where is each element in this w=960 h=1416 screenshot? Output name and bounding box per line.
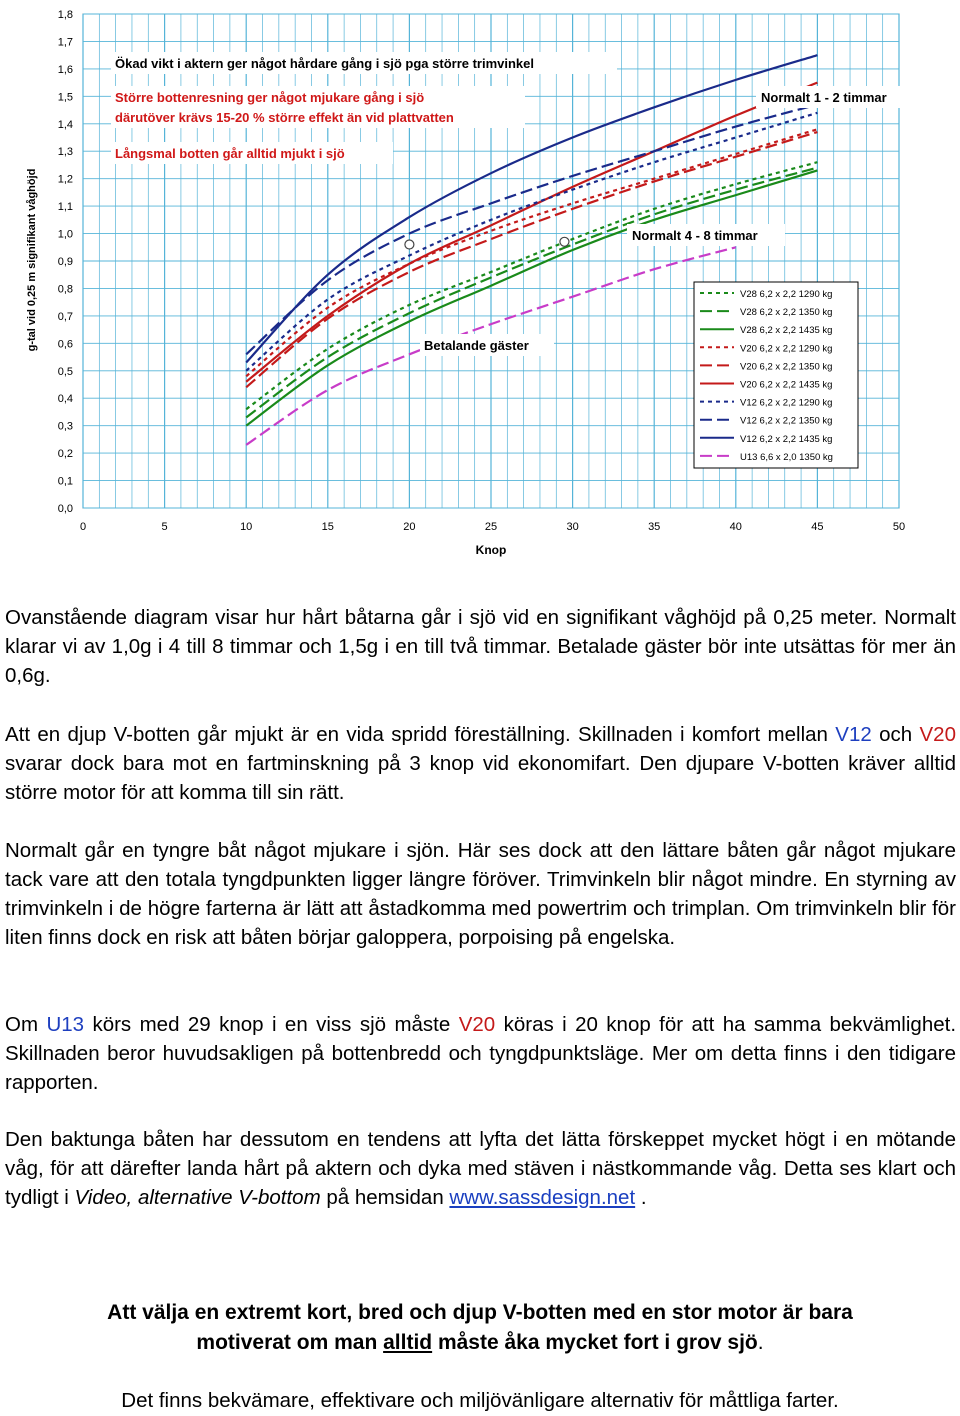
paragraph-2-part-a: Att en djup V-botten går mjukt är en vida spridd föreställning. Skillnaden i komfort mellan bbox=[5, 723, 836, 746]
x-tick-label: 40 bbox=[729, 521, 742, 533]
y-tick-label: 1,5 bbox=[57, 91, 73, 104]
paragraph-4 bbox=[5, 1010, 956, 1097]
y-tick-label: 1,7 bbox=[57, 36, 73, 49]
x-tick-label: 10 bbox=[240, 521, 253, 533]
x-tick-label: 15 bbox=[321, 521, 334, 533]
x-tick-label: 5 bbox=[161, 521, 168, 533]
y-tick-label: 1,0 bbox=[57, 228, 73, 241]
website-link[interactable]: www.sassdesign.net bbox=[449, 1186, 636, 1209]
legend-label: V28 6,2 x 2,2 1350 kg bbox=[740, 307, 833, 319]
paragraph-4-part-b: körs med 29 knop i en viss sjö måste bbox=[84, 1013, 459, 1036]
legend-label: V28 6,2 x 2,2 1290 kg bbox=[740, 289, 833, 300]
paragraph-1: Ovanstående diagram visar hur hårt båtarna går i sjö vid en signifikant våghöjd på 0,25 meter. Normalt klarar vi av 1,0g i 4 till 8 timmar och 1,5g i en till två timmar. Betalade gäster bör inte utsättas för mer än 0,6g. bbox=[5, 606, 956, 687]
legend-label: V20 6,2 x 2,2 1350 kg bbox=[740, 361, 833, 373]
y-tick-label: 0,2 bbox=[57, 448, 73, 461]
y-tick-label: 1,3 bbox=[57, 146, 73, 159]
y-tick-label: 1,2 bbox=[57, 173, 73, 186]
conclusion-emphasis: alltid bbox=[383, 1331, 433, 1354]
v20-label: V20 bbox=[919, 723, 956, 746]
y-tick-label: 0,5 bbox=[57, 365, 73, 378]
y-tick-label: 0,8 bbox=[57, 283, 73, 296]
paragraph-2-part-c: svarar dock bara mot en fartminskning på 3 knop vid ekonomifart. Den djupare V-botten kräver alltid större motor för att komma till sin rätt. bbox=[5, 752, 956, 804]
y-tick-label: 1,8 bbox=[57, 9, 73, 21]
annotation-normal-1-2: Normalt 1 - 2 timmar bbox=[761, 90, 887, 105]
x-tick-label: 0 bbox=[79, 521, 87, 533]
y-tick-label: 1,4 bbox=[57, 118, 73, 131]
y-tick-label: 1,6 bbox=[57, 63, 73, 76]
annotation-deadrise-1: Större bottenresning ger något mjukare gång i sjö bbox=[115, 90, 425, 105]
x-axis-label: Knop bbox=[475, 543, 507, 557]
y-tick-label: 0,7 bbox=[57, 310, 73, 323]
reference-marker bbox=[405, 240, 414, 249]
conclusion-part-c: . bbox=[757, 1331, 764, 1354]
y-axis-label: g-tal vid 0,25 m signifikant våghöjd bbox=[26, 168, 38, 352]
paragraph-3: Normalt går en tyngre båt något mjukare i sjön. Här ses dock att den lättare båten går något mjukare tack vare att den totala tyngdpunkten ligger längre föröver. Trimvinkeln blir något mindre. En styrning av trimvinkeln i de högre farterna är lätt att åstadkomma med powertrim och trimplan. Om trimvinkeln blir för liten finns dock en risk att båten börjar galoppera, porpoising på engelska. bbox=[5, 839, 956, 949]
paragraph-5 bbox=[5, 1125, 956, 1212]
legend-label: V20 6,2 x 2,2 1435 kg bbox=[740, 379, 833, 391]
x-tick-label: 30 bbox=[566, 521, 579, 533]
paragraph-4-part-c: köras i 20 knop för att ha samma bekvämlighet. Skillnaden beror huvudsakligen på bottenbredd och tyngdpunktsläge. Mer om detta finns i den tidigare rapporten. bbox=[5, 1013, 957, 1094]
y-tick-label: 0,1 bbox=[57, 475, 73, 488]
video-title: Video, alternative V-bottom bbox=[74, 1186, 321, 1209]
v20-label-2: V20 bbox=[458, 1013, 496, 1036]
y-tick-label: 0,6 bbox=[57, 338, 73, 351]
conclusion-part-b: måste åka mycket fort i grov sjö bbox=[432, 1331, 758, 1354]
conclusion-line-1: Att välja en extremt kort, bred och djup V-botten med en stor motor är bara bbox=[107, 1301, 853, 1324]
y-tick-labels bbox=[58, 9, 73, 515]
paragraph-2-part-b: och bbox=[871, 723, 920, 746]
paragraph-2 bbox=[5, 720, 956, 807]
final-statement: Det finns bekvämare, effektivare och miljövänligare alternativ för måttliga farter. bbox=[121, 1389, 839, 1412]
annotation-paying-guests: Betalande gäster bbox=[424, 338, 529, 353]
y-tick-label: 0,0 bbox=[57, 503, 73, 515]
x-tick-label: 45 bbox=[811, 521, 824, 533]
hull-comfort-chart bbox=[0, 0, 960, 570]
x-tick-label: 20 bbox=[403, 521, 416, 533]
y-tick-label: 0,3 bbox=[57, 420, 73, 433]
annotation-deadrise-2: därutöver krävs 15-20 % större effekt än vid plattvatten bbox=[115, 110, 454, 125]
conclusion-line-2 bbox=[0, 1328, 960, 1358]
legend-label: V28 6,2 x 2,2 1435 kg bbox=[740, 325, 833, 337]
paragraph-5-part-b: på hemsidan bbox=[320, 1186, 450, 1209]
x-tick-label: 25 bbox=[484, 521, 498, 533]
v12-label: V12 bbox=[835, 723, 872, 746]
paragraph-5-part-a: Den baktunga båten har dessutom en tendens att lyfta det lätta förskeppet mycket högt i en mötande våg, för att därefter landa hårt på aktern och dyka med stäven i nästkommande våg. Detta ses klart och tydligt i bbox=[5, 1128, 956, 1209]
legend-label: V20 6,2 x 2,2 1290 kg bbox=[740, 343, 833, 355]
annotation-normal-4-8: Normalt 4 - 8 timmar bbox=[632, 228, 758, 243]
conclusion-part-a: motiverat om man bbox=[196, 1331, 384, 1354]
x-tick-label: 35 bbox=[648, 521, 661, 533]
paragraph-5-part-c: . bbox=[635, 1186, 647, 1209]
legend-label: U13 6,6 x 2,0 1350 kg bbox=[740, 451, 833, 463]
y-tick-label: 0,9 bbox=[57, 256, 73, 268]
legend-label: V12 6,2 x 2,2 1350 kg bbox=[740, 415, 833, 427]
legend-label: V12 6,2 x 2,2 1290 kg bbox=[740, 397, 833, 409]
u13-label: U13 bbox=[46, 1013, 85, 1036]
y-tick-label: 0,4 bbox=[57, 393, 73, 406]
y-tick-label: 1,1 bbox=[57, 201, 73, 214]
x-tick-labels bbox=[80, 521, 905, 533]
annotation-slender: Långsmal botten går alltid mjukt i sjö bbox=[115, 146, 345, 161]
x-tick-label: 50 bbox=[892, 521, 906, 533]
paragraph-4-part-a: Om bbox=[5, 1013, 47, 1036]
annotation-weight: Ökad vikt i aktern ger något hårdare gång i sjö pga större trimvinkel bbox=[115, 56, 535, 71]
reference-marker bbox=[560, 237, 569, 246]
legend-label: V12 6,2 x 2,2 1435 kg bbox=[740, 433, 833, 445]
